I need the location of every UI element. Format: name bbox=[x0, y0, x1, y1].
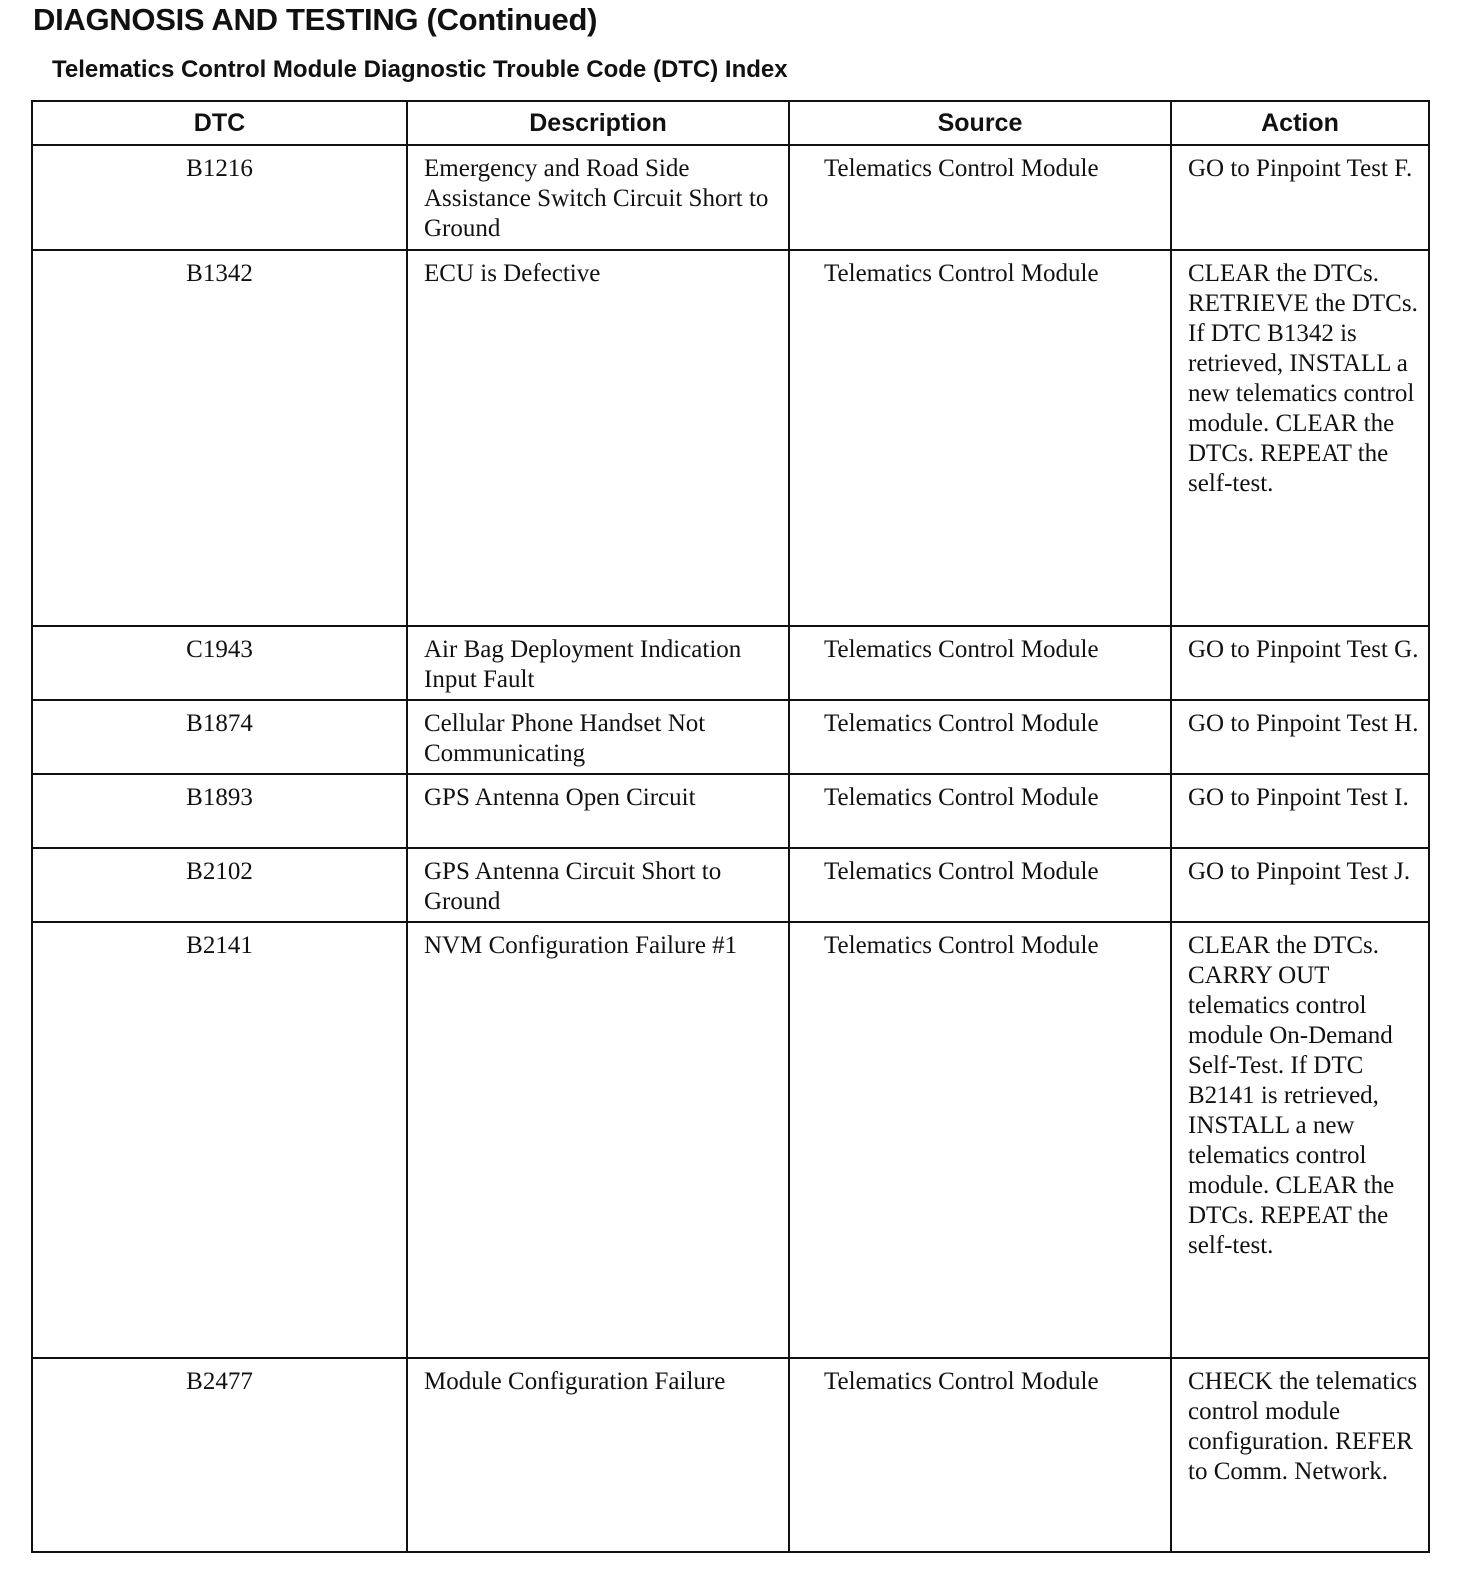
table-header-row bbox=[32, 101, 1429, 145]
dtc-code: B1893 bbox=[32, 774, 407, 848]
dtc-source: Telematics Control Module bbox=[789, 774, 1171, 848]
dtc-description: Air Bag Deployment Indication Input Fault bbox=[407, 626, 789, 700]
column-header-dtc: DTC bbox=[32, 101, 407, 145]
dtc-description: ECU is Defective bbox=[407, 250, 789, 626]
column-header-action: Action bbox=[1171, 101, 1429, 145]
dtc-source: Telematics Control Module bbox=[789, 250, 1171, 626]
table-row bbox=[32, 145, 1429, 250]
table-row bbox=[32, 250, 1429, 626]
dtc-action: GO to Pinpoint Test G. bbox=[1171, 626, 1429, 700]
dtc-source: Telematics Control Module bbox=[789, 1358, 1171, 1552]
page-title: DIAGNOSIS AND TESTING (Continued) bbox=[33, 2, 598, 37]
dtc-code: B2141 bbox=[32, 922, 407, 1358]
dtc-source: Telematics Control Module bbox=[789, 848, 1171, 922]
dtc-code: C1943 bbox=[32, 626, 407, 700]
dtc-source: Telematics Control Module bbox=[789, 145, 1171, 250]
dtc-description: Cellular Phone Handset Not Communicating bbox=[407, 700, 789, 774]
dtc-action: CLEAR the DTCs. CARRY OUT telematics control module On-Demand Self-Test. If DTC B2141 is retrieved, INSTALL a new telematics control module. CLEAR the DTCs. REPEAT the self-test. bbox=[1171, 922, 1429, 1358]
table-row bbox=[32, 848, 1429, 922]
table-row bbox=[32, 774, 1429, 848]
table-title: Telematics Control Module Diagnostic Trouble Code (DTC) Index bbox=[52, 56, 788, 83]
dtc-action: CHECK the telematics control module configuration. REFER to Comm. Network. bbox=[1171, 1358, 1429, 1552]
dtc-action: GO to Pinpoint Test H. bbox=[1171, 700, 1429, 774]
dtc-description: GPS Antenna Circuit Short to Ground bbox=[407, 848, 789, 922]
dtc-action: GO to Pinpoint Test J. bbox=[1171, 848, 1429, 922]
dtc-code: B2102 bbox=[32, 848, 407, 922]
dtc-description: GPS Antenna Open Circuit bbox=[407, 774, 789, 848]
dtc-source: Telematics Control Module bbox=[789, 922, 1171, 1358]
table-row bbox=[32, 922, 1429, 1358]
dtc-code: B2477 bbox=[32, 1358, 407, 1552]
dtc-source: Telematics Control Module bbox=[789, 700, 1171, 774]
dtc-action: GO to Pinpoint Test F. bbox=[1171, 145, 1429, 250]
dtc-description: NVM Configuration Failure #1 bbox=[407, 922, 789, 1358]
dtc-description: Module Configuration Failure bbox=[407, 1358, 789, 1552]
dtc-description: Emergency and Road Side Assistance Switch Circuit Short to Ground bbox=[407, 145, 789, 250]
column-header-description: Description bbox=[407, 101, 789, 145]
dtc-code: B1342 bbox=[32, 250, 407, 626]
dtc-code: B1874 bbox=[32, 700, 407, 774]
dtc-action: CLEAR the DTCs. RETRIEVE the DTCs. If DTC B1342 is retrieved, INSTALL a new telematics control module. CLEAR the DTCs. REPEAT the self-test. bbox=[1171, 250, 1429, 626]
dtc-code: B1216 bbox=[32, 145, 407, 250]
dtc-source: Telematics Control Module bbox=[789, 626, 1171, 700]
table-row bbox=[32, 626, 1429, 700]
column-header-source: Source bbox=[789, 101, 1171, 145]
dtc-action: GO to Pinpoint Test I. bbox=[1171, 774, 1429, 848]
dtc-index-table bbox=[31, 100, 1430, 1553]
table-row bbox=[32, 700, 1429, 774]
table-row bbox=[32, 1358, 1429, 1552]
